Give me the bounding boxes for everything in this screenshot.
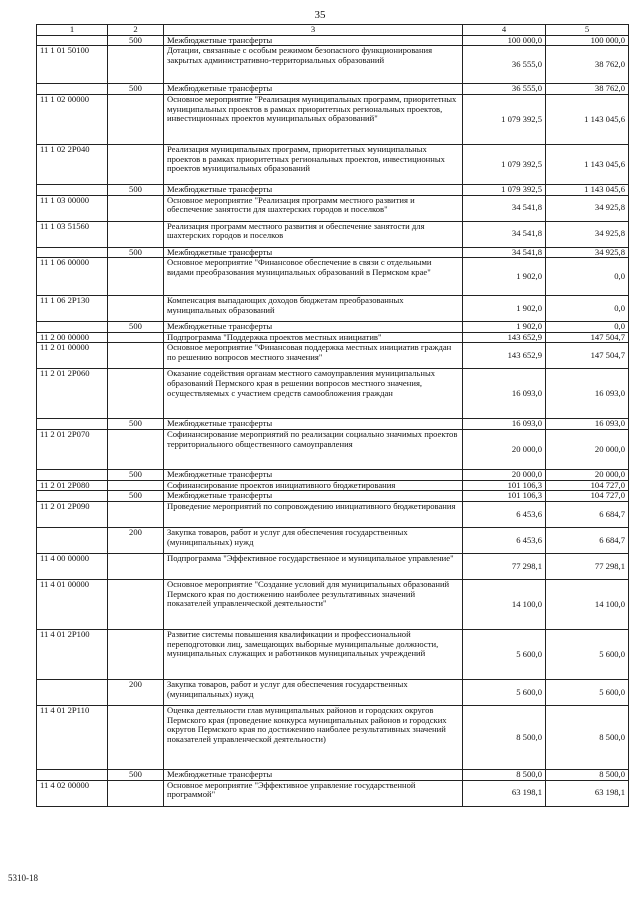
row-group (108, 430, 164, 470)
row-group: 500 (108, 84, 164, 95)
table-row (37, 296, 629, 322)
table-row (37, 221, 629, 247)
row-code: 11 2 01 2P060 (37, 369, 108, 419)
header-row (37, 25, 629, 36)
row-value-2020: 5 600,0 (546, 629, 629, 679)
table-row (37, 84, 629, 95)
table-row (37, 369, 629, 419)
row-value-2019: 143 652,9 (463, 332, 546, 343)
table-row (37, 480, 629, 491)
table-row (37, 430, 629, 470)
row-group (108, 332, 164, 343)
row-value-2019: 1 079 392,5 (463, 94, 546, 144)
row-name: Оценка деятельности глав муниципальных районов и городских округов Пермского края (проведение конкурса муниципальных районов и городских округов Пермского края по достижению наиболее результативных значений показателей управленческой деятельности) (164, 705, 463, 769)
row-name: Реализация программ местного развития и обеспечение занятости для шахтерских городов и поселков (164, 221, 463, 247)
row-group (108, 296, 164, 322)
row-value-2020: 1 143 045,6 (546, 144, 629, 184)
table-row (37, 769, 629, 780)
table-row (37, 705, 629, 769)
row-value-2020: 1 143 045,6 (546, 184, 629, 195)
row-value-2019: 6 453,6 (463, 501, 546, 527)
row-code: 11 1 02 00000 (37, 94, 108, 144)
row-name: Развитие системы повышения квалификации и профессиональной переподготовки лиц, замещающих выборные муниципальные должности, муниципальных служащих и работников муниципальных учреждений (164, 629, 463, 679)
table-row (37, 332, 629, 343)
row-value-2019: 20 000,0 (463, 470, 546, 481)
row-name: Реализация муниципальных программ, приоритетных муниципальных проектов в рамках приоритетных региональных проектов, инвестиционных проектов муниципальных образований (164, 144, 463, 184)
row-name: Закупка товаров, работ и услуг для обеспечения государственных (муниципальных) нужд (164, 679, 463, 705)
row-value-2020: 147 504,7 (546, 332, 629, 343)
row-value-2020: 147 504,7 (546, 343, 629, 369)
row-value-2019: 8 500,0 (463, 769, 546, 780)
row-name: Подпрограмма "Эффективное государственное и муниципальное управление" (164, 553, 463, 579)
header-col-2: 2 (108, 25, 164, 36)
row-code (37, 184, 108, 195)
table-row (37, 629, 629, 679)
row-value-2020: 16 093,0 (546, 419, 629, 430)
row-group: 200 (108, 679, 164, 705)
row-value-2020: 16 093,0 (546, 369, 629, 419)
row-code (37, 35, 108, 46)
row-name: Межбюджетные трансферты (164, 470, 463, 481)
row-code: 11 4 01 2P110 (37, 705, 108, 769)
row-value-2019: 1 902,0 (463, 322, 546, 333)
row-code: 11 4 01 00000 (37, 579, 108, 629)
row-group (108, 343, 164, 369)
row-code: 11 4 00 00000 (37, 553, 108, 579)
row-value-2020: 1 143 045,6 (546, 94, 629, 144)
row-code (37, 527, 108, 553)
row-name: Межбюджетные трансферты (164, 491, 463, 502)
row-name: Межбюджетные трансферты (164, 184, 463, 195)
row-name: Подпрограмма "Поддержка проектов местных инициатив" (164, 332, 463, 343)
header-col-5: 5 (546, 25, 629, 36)
row-value-2019: 36 555,0 (463, 84, 546, 95)
row-name: Основное мероприятие "Реализация муниципальных программ, приоритетных муниципальных проектов в рамках приоритетных региональных проектов, инвестиционных проектов муниципальных образований" (164, 94, 463, 144)
table-row (37, 195, 629, 221)
row-code (37, 769, 108, 780)
row-value-2019: 34 541,8 (463, 195, 546, 221)
table-row (37, 780, 629, 806)
table-row (37, 470, 629, 481)
row-name: Оказание содействия органам местного самоуправления муниципальных образований Пермского края в решении вопросов местного значения, осуществляемых с участием средств самообложения граждан (164, 369, 463, 419)
row-code: 11 4 01 2P100 (37, 629, 108, 679)
row-value-2019: 100 000,0 (463, 35, 546, 46)
row-value-2020: 77 298,1 (546, 553, 629, 579)
row-name: Основное мероприятие "Создание условий для муниципальных образований Пермского края по достижению наиболее результативных значений показателей управленческой деятельности" (164, 579, 463, 629)
row-code (37, 84, 108, 95)
row-code: 11 1 03 00000 (37, 195, 108, 221)
row-group: 500 (108, 491, 164, 502)
row-value-2019: 143 652,9 (463, 343, 546, 369)
table-row (37, 184, 629, 195)
row-value-2020: 34 925,8 (546, 195, 629, 221)
table-body (37, 35, 629, 806)
row-value-2019: 5 600,0 (463, 679, 546, 705)
row-group: 500 (108, 35, 164, 46)
row-value-2019: 1 902,0 (463, 296, 546, 322)
row-value-2020: 34 925,8 (546, 247, 629, 258)
budget-table (36, 24, 629, 807)
row-code (37, 419, 108, 430)
row-name: Межбюджетные трансферты (164, 247, 463, 258)
row-group (108, 579, 164, 629)
row-group: 500 (108, 470, 164, 481)
row-group (108, 258, 164, 296)
row-value-2019: 14 100,0 (463, 579, 546, 629)
row-value-2020: 20 000,0 (546, 430, 629, 470)
row-value-2019: 34 541,8 (463, 221, 546, 247)
header-col-3: 3 (164, 25, 463, 36)
row-value-2019: 34 541,8 (463, 247, 546, 258)
row-group: 500 (108, 184, 164, 195)
row-group: 500 (108, 419, 164, 430)
table-row (37, 419, 629, 430)
row-group: 500 (108, 322, 164, 333)
table-row (37, 258, 629, 296)
row-value-2020: 6 684,7 (546, 501, 629, 527)
table-row (37, 679, 629, 705)
row-name: Межбюджетные трансферты (164, 35, 463, 46)
table-row (37, 46, 629, 84)
row-code (37, 470, 108, 481)
row-value-2020: 104 727,0 (546, 480, 629, 491)
row-group (108, 195, 164, 221)
row-code: 11 2 01 2P080 (37, 480, 108, 491)
header-col-1: 1 (37, 25, 108, 36)
row-code: 11 1 03 51560 (37, 221, 108, 247)
row-name: Межбюджетные трансферты (164, 84, 463, 95)
row-code: 11 1 02 2P040 (37, 144, 108, 184)
row-value-2020: 8 500,0 (546, 769, 629, 780)
row-group (108, 46, 164, 84)
table-row (37, 247, 629, 258)
row-name: Основное мероприятие "Финансовое обеспечение в связи с отдельными видами преобразования муниципальных образований в Пермском крае" (164, 258, 463, 296)
row-value-2019: 20 000,0 (463, 430, 546, 470)
row-code: 11 1 06 00000 (37, 258, 108, 296)
row-code: 11 2 01 00000 (37, 343, 108, 369)
row-value-2019: 1 902,0 (463, 258, 546, 296)
row-name: Межбюджетные трансферты (164, 769, 463, 780)
row-group (108, 144, 164, 184)
row-name: Компенсация выпадающих доходов бюджетам преобразованных муниципальных образований (164, 296, 463, 322)
row-value-2020: 34 925,8 (546, 221, 629, 247)
row-code: 11 1 01 50100 (37, 46, 108, 84)
row-value-2019: 101 106,3 (463, 491, 546, 502)
row-value-2019: 8 500,0 (463, 705, 546, 769)
row-code (37, 491, 108, 502)
row-group (108, 480, 164, 491)
row-value-2020: 38 762,0 (546, 84, 629, 95)
row-code (37, 679, 108, 705)
row-group (108, 369, 164, 419)
row-value-2020: 104 727,0 (546, 491, 629, 502)
row-value-2019: 36 555,0 (463, 46, 546, 84)
row-value-2019: 16 093,0 (463, 369, 546, 419)
row-name: Проведение мероприятий по сопровождению инициативного бюджетирования (164, 501, 463, 527)
row-value-2019: 1 079 392,5 (463, 184, 546, 195)
row-value-2020: 20 000,0 (546, 470, 629, 481)
row-value-2019: 77 298,1 (463, 553, 546, 579)
row-code: 11 2 01 2P090 (37, 501, 108, 527)
row-name: Межбюджетные трансферты (164, 322, 463, 333)
row-value-2020: 100 000,0 (546, 35, 629, 46)
row-value-2020: 8 500,0 (546, 705, 629, 769)
row-group (108, 553, 164, 579)
row-group (108, 780, 164, 806)
row-group: 200 (108, 527, 164, 553)
row-value-2020: 0,0 (546, 322, 629, 333)
row-name: Основное мероприятие "Реализация программ местного развития и обеспечение занятости для шахтерских городов и поселков" (164, 195, 463, 221)
row-value-2020: 6 684,7 (546, 527, 629, 553)
table-row (37, 35, 629, 46)
table-row (37, 144, 629, 184)
row-value-2019: 63 198,1 (463, 780, 546, 806)
table-row (37, 491, 629, 502)
table-row (37, 343, 629, 369)
row-name: Основное мероприятие "Финансовая поддержка местных инициатив граждан по решению вопросов местного значения" (164, 343, 463, 369)
row-value-2019: 16 093,0 (463, 419, 546, 430)
table-row (37, 553, 629, 579)
page-number: 35 (314, 9, 326, 21)
row-group (108, 705, 164, 769)
footer-code: 5310-18 (8, 873, 38, 883)
row-value-2020: 5 600,0 (546, 679, 629, 705)
row-code: 11 2 00 00000 (37, 332, 108, 343)
row-value-2020: 0,0 (546, 296, 629, 322)
row-value-2020: 0,0 (546, 258, 629, 296)
row-value-2019: 6 453,6 (463, 527, 546, 553)
row-value-2020: 38 762,0 (546, 46, 629, 84)
header-col-4: 4 (463, 25, 546, 36)
row-value-2019: 1 079 392,5 (463, 144, 546, 184)
row-name: Основное мероприятие "Эффективное управление государственной программой" (164, 780, 463, 806)
table-row (37, 322, 629, 333)
row-group (108, 221, 164, 247)
row-name: Софинансирование мероприятий по реализации социально значимых проектов территориального общественного самоуправления (164, 430, 463, 470)
row-value-2019: 5 600,0 (463, 629, 546, 679)
row-value-2019: 101 106,3 (463, 480, 546, 491)
row-name: Закупка товаров, работ и услуг для обеспечения государственных (муниципальных) нужд (164, 527, 463, 553)
row-code: 11 1 06 2P130 (37, 296, 108, 322)
row-group: 500 (108, 769, 164, 780)
row-group: 500 (108, 247, 164, 258)
table-row (37, 94, 629, 144)
row-code (37, 247, 108, 258)
table-row (37, 579, 629, 629)
row-code: 11 4 02 00000 (37, 780, 108, 806)
row-value-2020: 63 198,1 (546, 780, 629, 806)
row-name: Дотации, связанные с особым режимом безопасного функционирования закрытых административно-территориальных образований (164, 46, 463, 84)
table-row (37, 501, 629, 527)
row-code (37, 322, 108, 333)
row-name: Межбюджетные трансферты (164, 419, 463, 430)
row-name: Софинансирование проектов инициативного бюджетирования (164, 480, 463, 491)
row-group (108, 629, 164, 679)
row-value-2020: 14 100,0 (546, 579, 629, 629)
row-group (108, 94, 164, 144)
row-group (108, 501, 164, 527)
table-row (37, 527, 629, 553)
row-code: 11 2 01 2P070 (37, 430, 108, 470)
